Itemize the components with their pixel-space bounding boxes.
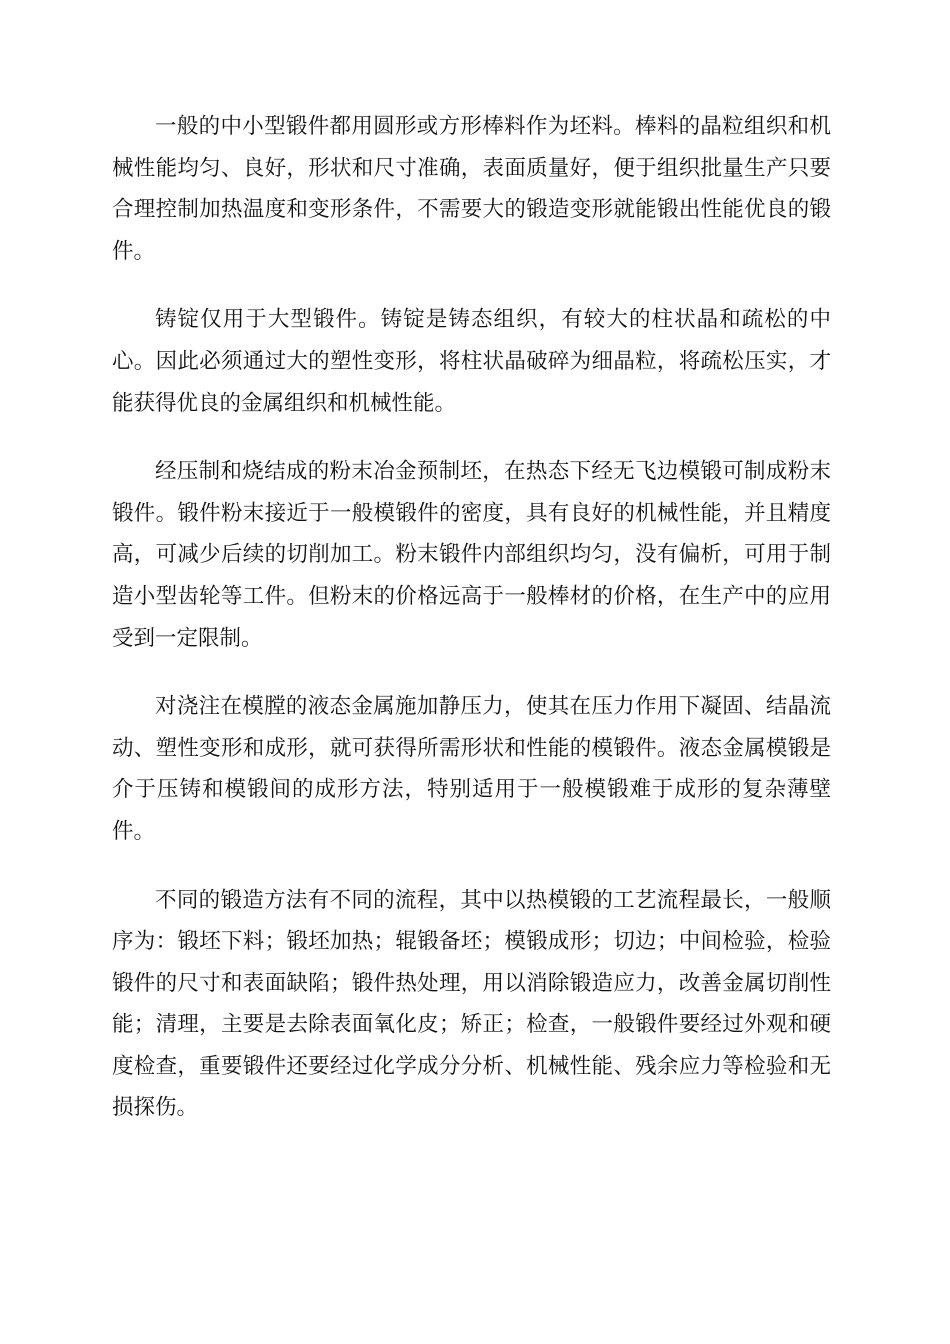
paragraph-powder-metallurgy: 经压制和烧结成的粉末冶金预制坯，在热态下经无飞边模锻可制成粉末锻件。锻件粉末接近于一般模锻件的密度，具有良好的机械性能，并且精度高，可减少后续的切削加工。粉末锻件内部组织均匀，没有偏析，可用于制造小型齿轮等工件。但粉末的价格远高于一般棒材的价格，在生产中的应用受到一定限制。 xyxy=(112,459,831,651)
paragraph-process-flow: 不同的锻造方法有不同的流程，其中以热模锻的工艺流程最长，一般顺序为：锻坯下料；锻坯加热；辊锻备坯；模锻成形；切边；中间检验，检验锻件的尺寸和表面缺陷；锻件热处理，用以消除锻造应力，改善金属切削性能；清理，主要是去除表面氧化皮；矫正；检查，一般锻件要经过外观和硬度检查，重要锻件还要经过化学成分分析、机械性能、残余应力等检验和无损探伤。 xyxy=(112,887,831,1121)
paragraph-liquid-metal-forging: 对浇注在模膛的液态金属施加静压力，使其在压力作用下凝固、结晶流动、塑性变形和成形，就可获得所需形状和性能的模锻件。液态金属模锻是介于压铸和模锻间的成形方法，特别适用于一般模锻难于成形的复杂薄壁件。 xyxy=(112,694,831,844)
document-page xyxy=(112,106,831,1129)
paragraph-ingot: 铸锭仅用于大型锻件。铸锭是铸态组织，有较大的柱状晶和疏松的中心。因此必须通过大的塑性变形，将柱状晶破碎为细晶粒，将疏松压实，才能获得优良的金属组织和机械性能。 xyxy=(112,307,831,416)
paragraph-bar-stock: 一般的中小型锻件都用圆形或方形棒料作为坯料。棒料的晶粒组织和机械性能均匀、良好，形状和尺寸准确，表面质量好，便于组织批量生产只要合理控制加热温度和变形条件，不需要大的锻造变形就能锻出性能优良的锻件。 xyxy=(112,114,831,264)
